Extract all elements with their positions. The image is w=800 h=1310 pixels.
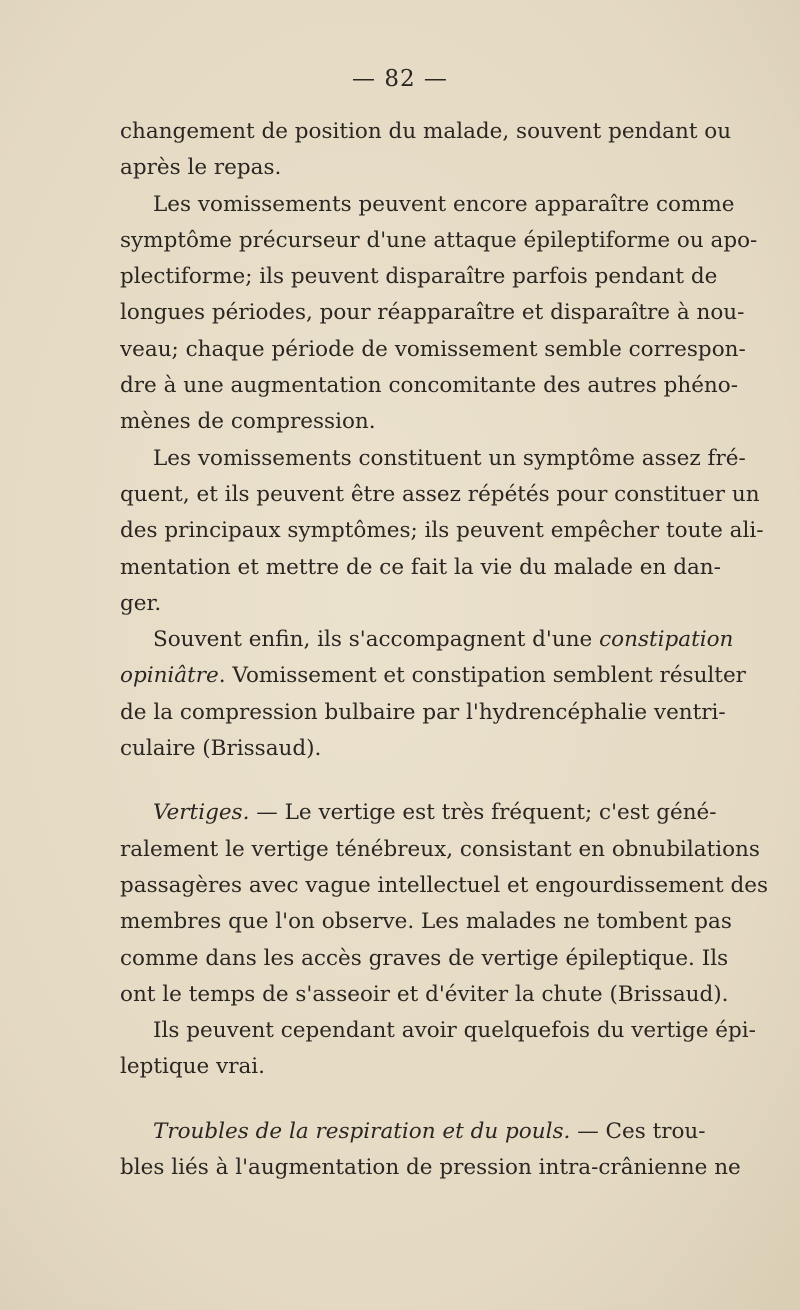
- text-line: comme dans les accès graves de vertige épileptique. Ils: [120, 945, 729, 971]
- text-line: symptôme précurseur d'une attaque épileptiforme ou apo-: [120, 227, 758, 253]
- text-line: changement de position du malade, souvent pendant ou: [120, 119, 732, 144]
- text-line: ont le temps de s'asseoir et d'éviter la chute (Brissaud).: [120, 981, 729, 1007]
- text-line: Les vomissements constituent un symptôme assez fré-: [153, 445, 746, 471]
- text-segment: — Ces trou-: [577, 1118, 706, 1144]
- text-line: bles liés à l'augmentation de pression intra-crânienne ne: [120, 1155, 741, 1181]
- section-heading: Troubles de la respiration et du pouls.: [153, 1118, 571, 1144]
- section-heading: Vertiges.: [153, 800, 250, 826]
- text-line: des principaux symptômes; ils peuvent empêcher toute ali-: [120, 518, 764, 544]
- text-segment: . Vomissement et constipation semblent résulter: [218, 663, 746, 689]
- text-line: culaire (Brissaud).: [120, 736, 322, 762]
- text-line: Les vomissements peuvent encore apparaître comme: [153, 191, 735, 217]
- text-line: [120, 1114, 706, 1150]
- text-line: ralement le vertige ténébreux, consistant en obnubilations: [120, 836, 760, 862]
- text-line: veau; chaque période de vomissement semble correspon-: [120, 336, 746, 362]
- text-line: [120, 658, 746, 694]
- text-line: quent, et ils peuvent être assez répétés pour constituer un: [120, 481, 760, 507]
- text-line: membres que l'on observe. Les malades ne tombent pas: [120, 909, 732, 935]
- text-segment: Souvent enfin, ils s'accompagnent d'une: [153, 627, 593, 653]
- text-line: ger.: [120, 590, 162, 616]
- italic-term: opiniâtre: [120, 663, 219, 689]
- page-number: — 82 —: [352, 66, 448, 92]
- text-line: mènes de compression.: [120, 409, 376, 435]
- text-line: après le repas.: [120, 155, 282, 181]
- text-line: passagères avec vague intellectuel et engourdissement des: [120, 872, 769, 898]
- text-line: longues périodes, pour réapparaître et disparaître à nou-: [120, 300, 745, 326]
- text-line: leptique vrai.: [120, 1054, 265, 1080]
- text-segment: — Le vertige est très fréquent; c'est géné-: [256, 800, 717, 826]
- text-line: plectiforme; ils peuvent disparaître parfois pendant de: [120, 264, 718, 290]
- text-line: dre à une augmentation concomitante des autres phéno-: [120, 373, 738, 399]
- text-line: mentation et mettre de ce fait la vie du malade en dan-: [120, 554, 721, 580]
- italic-term: constipation: [599, 627, 734, 653]
- body-text: [120, 114, 769, 1186]
- text-line: [120, 622, 734, 658]
- text-line: de la compression bulbaire par l'hydrencéphalie ventri-: [120, 699, 726, 725]
- text-line: [120, 795, 717, 831]
- text-line: Ils peuvent cependant avoir quelquefois du vertige épi-: [153, 1018, 756, 1044]
